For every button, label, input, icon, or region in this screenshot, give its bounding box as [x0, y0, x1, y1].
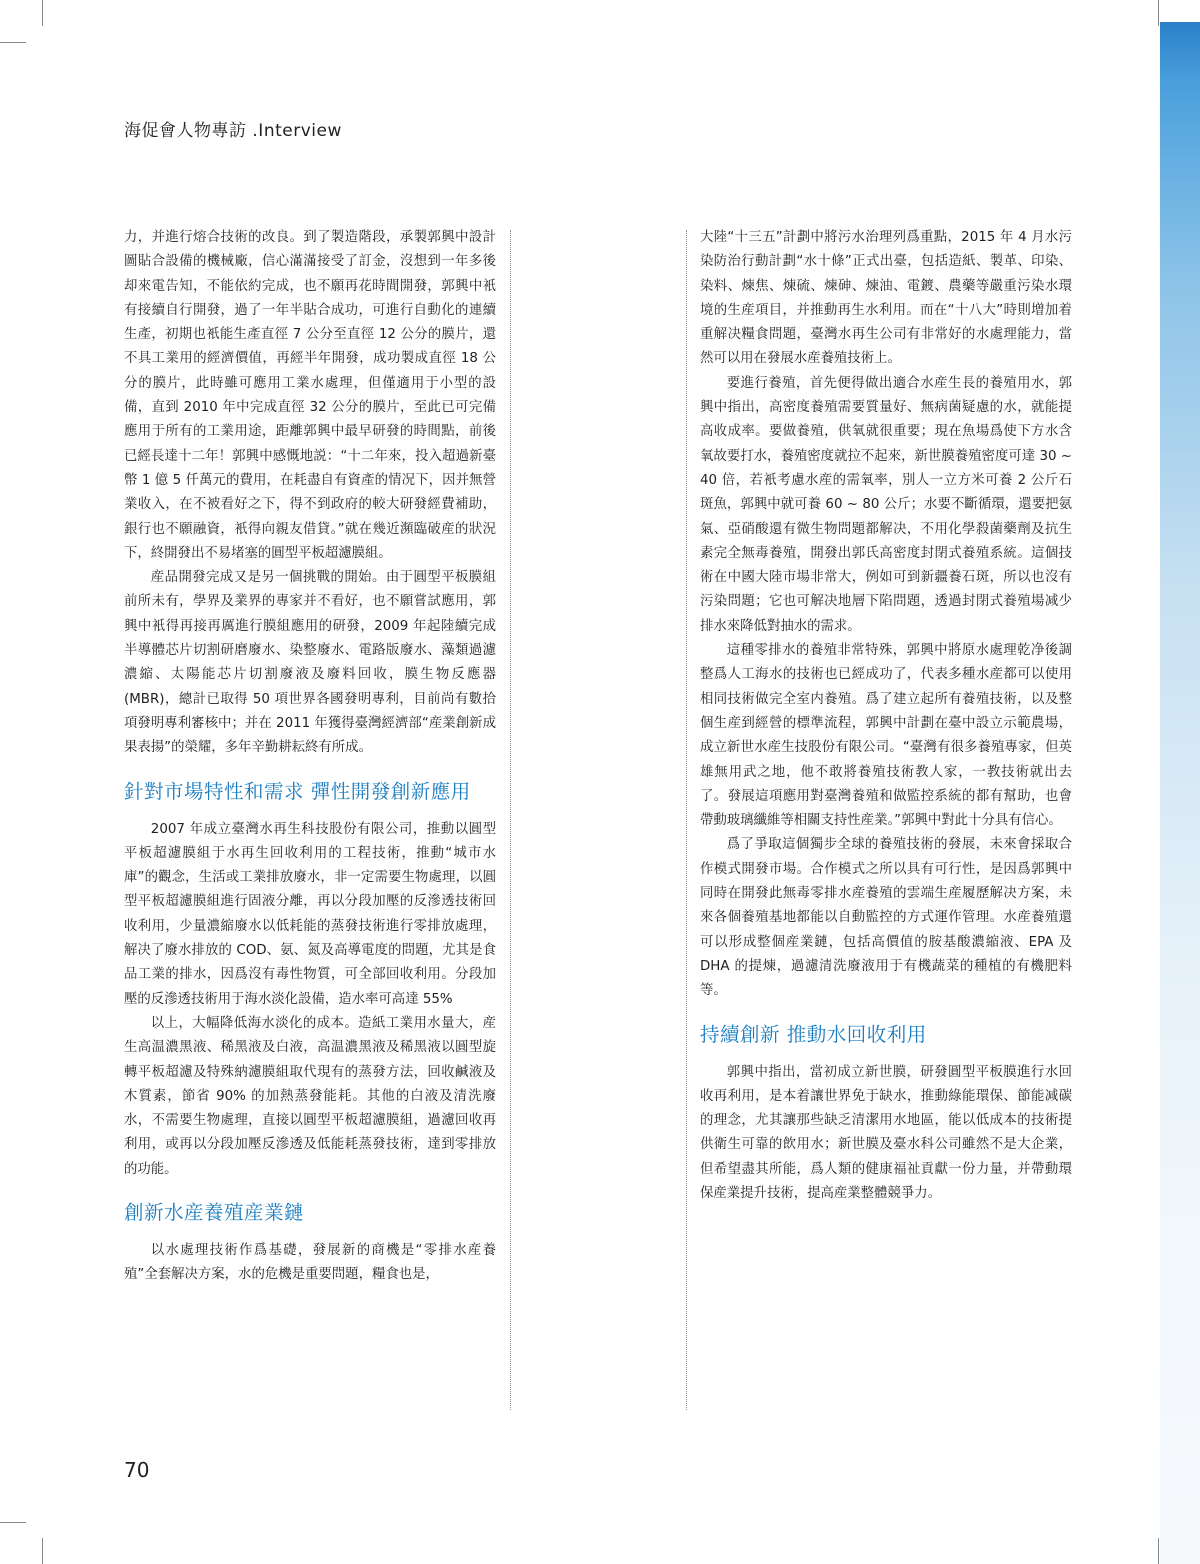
section-heading: 持續創新 推動水回收利用 — [700, 1022, 927, 1046]
crop-mark — [0, 1522, 26, 1523]
body-paragraph: 2007 年成立臺灣水再生科技股份有限公司，推動以圓型平板超濾膜組于水再生回收利用的工程技術，推動“城市水庫”的觀念，生活或工業排放廢水，非一定需要生物處理，以圓型平板超濾膜組進行固液分離，再以分段加壓的反滲透技術回收利用，少量濃縮廢水以低耗能的蒸發技術進行零排放處理，解决了廢水排放的 COD、氨、氮及高導電度的問題，尤其是食品工業的排水，因爲沒有毒性物質，可全部回收利用。分段加壓的反滲透技術用于海水淡化設備，造水率可高達 55% — [124, 821, 496, 1007]
body-paragraph: 這種零排水的養殖非常特殊，郭興中將原水處理乾净後調整爲人工海水的技術也已經成功了，代表多種水産都可以使用相同技術做完全室内養殖。爲了建立起所有養殖技術，以及整個生産到經營的標準流程，郭興中計劃在臺中設立示範農場，成立新世水産生技股份有限公司。“臺灣有很多養殖專家，但英雄無用武之地，他不敢將養殖技術教人家，一教技術就出去了。發展這項應用對臺灣養殖和做監控系統的都有幫助，也會帶動玻璃纖維等相關支持性産業。”郭興中對此十分具有信心。 — [700, 643, 1072, 829]
body-paragraph: 大陸“十三五”計劃中將污水治理列爲重點，2015 年 4 月水污染防治行動計劃“水十條”正式出臺，包括造紙、製革、印染、染料、煉焦、煉硫、煉砷、煉油、電鍍、農藥等嚴重污染水環境的生産項目，并推動再生水利用。而在“十八大”時則增加着重解决糧食問題，臺灣水再生公司有非常好的水處理能力，當然可以用在發展水産養殖技術上。 — [700, 230, 1072, 367]
body-paragraph: 爲了爭取這個獨步全球的養殖技術的發展，未來會採取合作模式開發市場。合作模式之所以具有可行性，是因爲郭興中同時在開發此無毒零排水産養殖的雲端生産履歷解决方案，未來各個養殖基地都能以自動監控的方式運作管理。水産養殖還可以形成整個産業鏈，包括高價值的胺基酸濃縮液、EPA 及 DHA 的提煉，過濾清洗廢液用于有機蔬菜的種植的有機肥料等。 — [700, 837, 1072, 999]
left-column — [124, 226, 496, 1288]
body-paragraph: 産品開發完成又是另一個挑戰的開始。由于圓型平板膜組前所未有，學界及業界的專家并不看好，也不願嘗試應用，郭興中衹得再接再厲進行膜組應用的研發，2009 年起陸續完成半導體芯片切割研磨廢水、染整廢水、電路版廢水、藻類過濾濃縮、太陽能芯片切割廢液及廢料回收，膜生物反應器 (MBR)，總計已取得 50 項世界各國發明專利，目前尚有數拾項發明專利審核中；并在 2011 年獲得臺灣經濟部“産業創新成果表揚”的榮耀，多年辛勤耕耘終有所成。 — [124, 570, 496, 756]
section-heading: 針對市場特性和需求 彈性開發創新應用 — [124, 779, 471, 803]
crop-mark — [42, 1538, 43, 1564]
body-paragraph: 要進行養殖，首先便得做出適合水産生長的養殖用水，郭興中指出，高密度養殖需要質量好、無病菌疑慮的水，就能提高收成率。要做養殖，供氧就很重要；現在魚場爲使下方水含氧故要打水，養殖密度就拉不起來，新世膜養殖密度可達 30 ~ 40 倍，若衹考慮水産的需氧率，別人一立方米可養 2 公斤石斑魚，郭興中就可養 60 ~ 80 公斤；水要不斷循環，還要把氨氣、亞硝酸還有微生物問題都解决，不用化學殺菌藥劑及抗生素完全無毒養殖，開發出郭氏高密度封閉式養殖系統。這個技術在中國大陸市場非常大，例如可到新疆養石斑，所以也沒有污染問題；它也可解决地層下陷問題，透過封閉式養殖場减少排水來降低對抽水的需求。 — [700, 375, 1072, 634]
crop-mark — [1158, 1538, 1159, 1564]
body-paragraph: 郭興中指出，當初成立新世膜，研發圓型平板膜進行水回收再利用，是本着讓世界免于缺水，推動綠能環保、節能减碳的理念，尤其讓那些缺乏清潔用水地區，能以低成本的技術提供衛生可靠的飲用水；新世膜及臺水科公司雖然不是大企業，但希望盡其所能，爲人類的健康福祉貢獻一份力量，并帶動環保産業提升技術，提高産業整體競爭力。 — [700, 1064, 1072, 1201]
section-heading: 創新水産養殖産業鏈 — [124, 1200, 305, 1224]
page-number: 70 — [124, 1458, 150, 1482]
right-column — [700, 226, 1072, 1206]
page-header-title: 海促會人物專訪 .Interview — [124, 121, 342, 141]
body-paragraph: 力，并進行熔合技術的改良。到了製造階段，承製郭興中設計圖貼合設備的機械廠，信心滿滿接受了訂金，沒想到一年多後却來電告知，不能依約完成，也不願再花時間開發，郭興中衹有接續自行開發，過了一年半貼合成功，可進行自動化的連續生產，初期也衹能生產直徑 7 公分至直徑 12 公分的膜片，還不具工業用的經濟價值，再經半年開發，成功製成直徑 18 公分的膜片，此時雖可應用工業水處理，但僅適用于小型的設備，直到 2010 年中完成直徑 32 公分的膜片，至此已可完備應用于所有的工業用途，距離郭興中最早研發的時間點，前後已經長達十二年！郭興中感慨地説：“十二年來，投入超過新臺幣 1 億 5 仟萬元的費用，在耗盡自有資產的情况下，因并無營業收入，在不被看好之下，得不到政府的較大研發經費補助，銀行也不願融資，衹得向親友借貸。”就在幾近瀕臨破産的狀況下，終開發出不易堵塞的圓型平板超濾膜組。 — [124, 230, 496, 561]
crop-mark — [1158, 0, 1159, 26]
crop-mark — [0, 42, 26, 43]
crop-mark — [42, 0, 43, 26]
column-divider — [510, 230, 511, 1410]
body-paragraph: 以上，大幅降低海水淡化的成本。造紙工業用水量大，産生高温濃黑液、稀黑液及白液，高温濃黑液及稀黑液以圓型旋轉平板超濾及特殊納濾膜組取代現有的蒸發方法，回收鹹液及木質素，節省 90% 的加熱蒸發能耗。其他的白液及清洗廢水，不需要生物處理，直接以圓型平板超濾膜組，過濾回收再利用，或再以分段加壓反滲透及低能耗蒸發技術，達到零排放的功能。 — [124, 1015, 496, 1177]
decorative-side-strip — [1160, 22, 1200, 1564]
body-paragraph: 以水處理技術作爲基礎，發展新的商機是“零排水産養殖”全套解决方案，水的危機是重要問題，糧食也是， — [124, 1242, 496, 1283]
column-divider — [686, 230, 687, 1410]
